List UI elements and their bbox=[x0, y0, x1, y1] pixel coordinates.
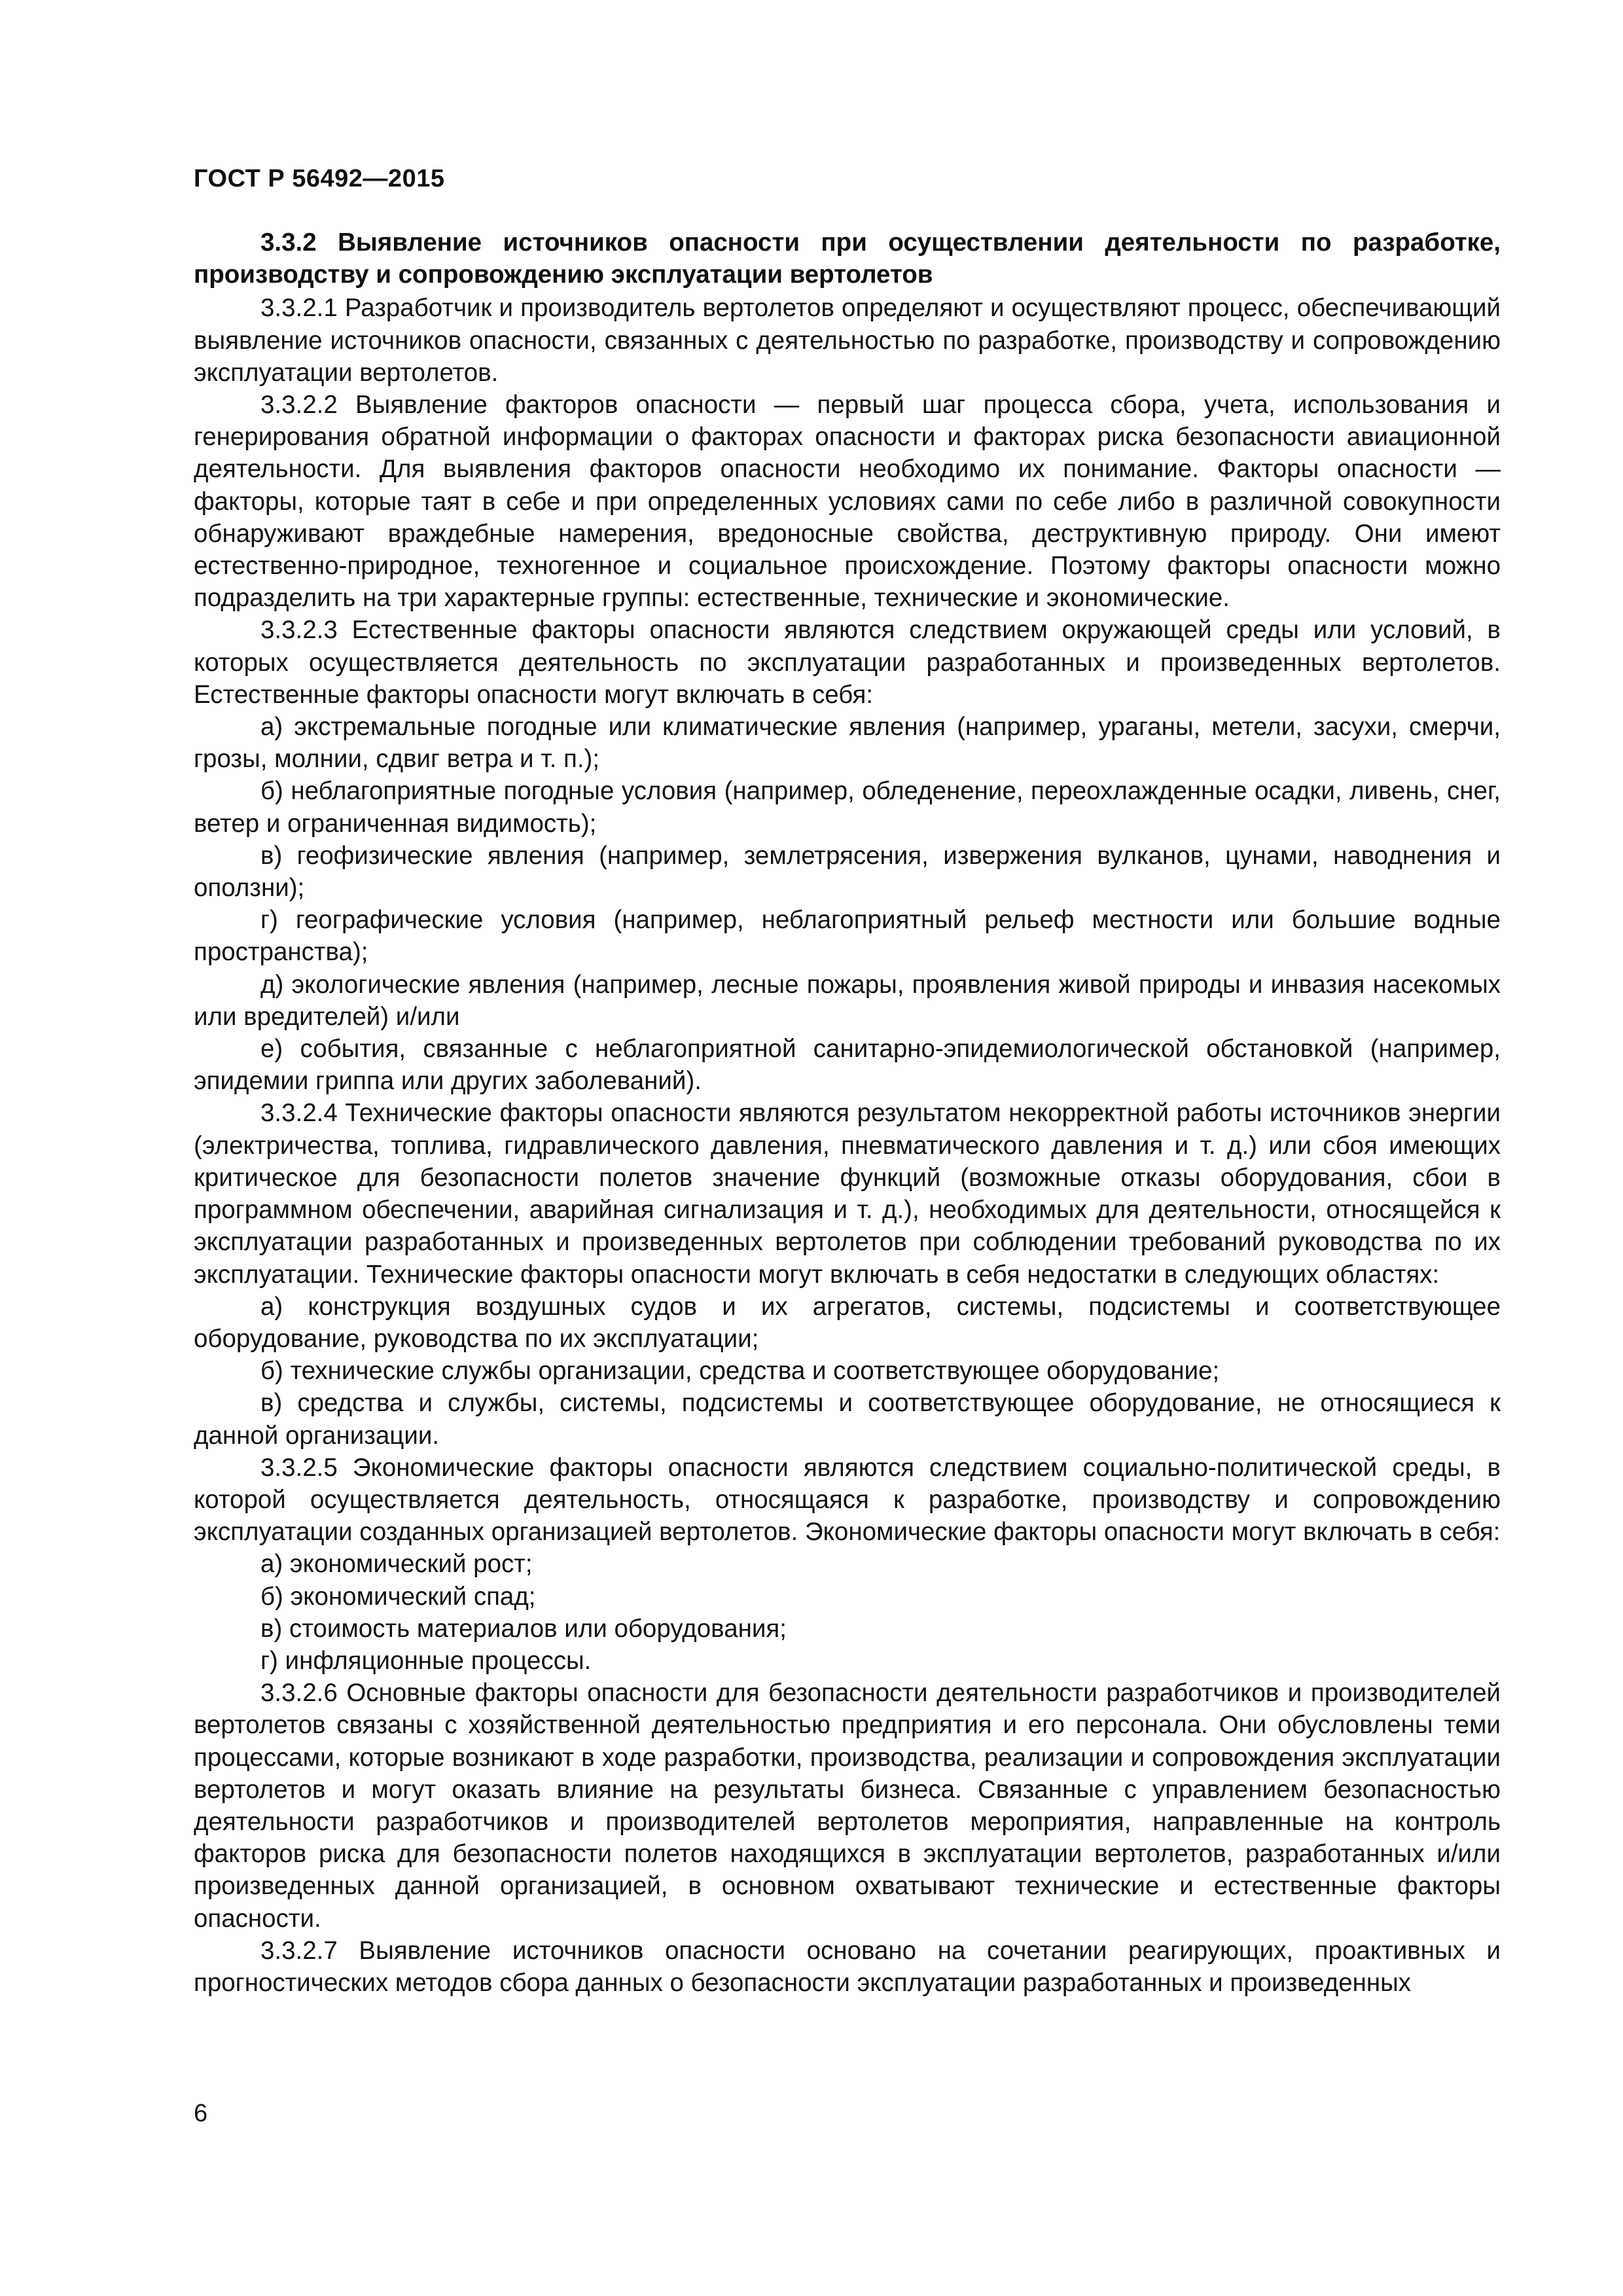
page-number: 6 bbox=[194, 2100, 208, 2127]
list-item: е) события, связанные с неблагоприятной санитарно-эпидемиологической обстановкой (например, эпидемии гриппа или других заболеваний). bbox=[194, 1035, 1501, 1096]
list-item: г) инфляционные процессы. bbox=[260, 1646, 592, 1675]
list-item: б) экономический спад; bbox=[260, 1582, 536, 1611]
paragraph: 3.3.2.7 Выявление источников опасности основано на сочетании реагирующих, проактивных и прогностических методов сбора данных о безопасности эксплуатации разработанных и произведенных bbox=[194, 1936, 1501, 1997]
section-heading: 3.3.2 Выявление источников опасности при осуществлении деятельности по разработке, производству и сопровождению эксплуатации вертолетов bbox=[194, 228, 1501, 289]
list-item: б) неблагоприятные погодные условия (например, обледенение, переохлажденные осадки, ливень, снег, ветер и ограниченная видимость); bbox=[194, 777, 1501, 838]
paragraph: 3.3.2.6 Основные факторы опасности для безопасности деятельности разработчиков и производителей вертолетов связаны с хозяйственной деятельностью предприятия и его персонала. Они обусловлены теми процессами, которые возникают в ходе разработки, производства, реализации и сопровождения эксплуатации вертолетов и могут оказать влияние на результаты бизнеса. Связанные с управлением безопасностью деятельности разработчиков и производителей вертолетов мероприятия, направленные на контроль факторов риска для безопасности полетов находящихся в эксплуатации вертолетов, разработанных и/или произведенных данной организацией, в основном охватывают технические и естественные факторы опасности. bbox=[194, 1679, 1501, 1933]
list-item: в) средства и службы, системы, подсистемы и соответствующее оборудование, не относящиеся к данной организации. bbox=[194, 1389, 1501, 1450]
document-body bbox=[194, 226, 1501, 1999]
list-item: а) конструкция воздушных судов и их агрегатов, системы, подсистемы и соответствующее оборудование, руководства по их эксплуатации; bbox=[194, 1292, 1501, 1353]
list-item: а) экстремальные погодные или климатические явления (например, ураганы, метели, засухи, смерчи, грозы, молнии, сдвиг ветра и т. п.); bbox=[194, 713, 1501, 774]
list-item: в) геофизические явления (например, землетрясения, извержения вулканов, цунами, наводнения и оползни); bbox=[194, 841, 1501, 903]
paragraph: 3.3.2.2 Выявление факторов опасности — первый шаг процесса сбора, учета, использования и генерирования обратной информации о факторах опасности и факторах риска безопасности авиационной деятельности. Для выявления факторов опасности необходимо их понимание. Факторы опасности — факторы, которые таят в себе и при определенных условиях сами по себе либо в различной совокупности обнаруживают враждебные намерения, вредоносные свойства, деструктивную природу. Они имеют естественно-природное, техногенное и социальное происхождение. Поэтому факторы опасности можно подразделить на три характерные группы: естественные, технические и экономические. bbox=[194, 391, 1501, 613]
list-item: б) технические службы организации, средства и соответствующее оборудование; bbox=[260, 1357, 1220, 1386]
list-item: а) экономический рост; bbox=[260, 1550, 533, 1579]
paragraph: 3.3.2.5 Экономические факторы опасности являются следствием социально-политической среды, в которой осуществляется деятельность, относящаяся к разработке, производству и сопровождению эксплуатации созданных организацией вертолетов. Экономические факторы опасности могут включать в себя: bbox=[194, 1453, 1501, 1547]
list-item: г) географические условия (например, неблагоприятный рельеф местности или большие водные пространства); bbox=[194, 906, 1501, 967]
paragraph: 3.3.2.3 Естественные факторы опасности являются следствием окружающей среды или условий, в которых осуществляется деятельность по эксплуатации разработанных и произведенных вертолетов. Естественные факторы опасности могут включать в себя: bbox=[194, 616, 1501, 709]
paragraph: 3.3.2.1 Разработчик и производитель вертолетов определяют и осуществляют процесс, обеспечивающий выявление источников опасности, связанных с деятельностью по разработке, производству и сопровождению эксплуатации вертолетов. bbox=[194, 294, 1501, 387]
list-item: д) экологические явления (например, лесные пожары, проявления живой природы и инвазия насекомых или вредителей) и/или bbox=[194, 970, 1501, 1031]
paragraph: 3.3.2.4 Технические факторы опасности являются результатом некорректной работы источников энергии (электричества, топлива, гидравлического давления, пневматического давления и т. д.) или сбоя имеющих критическое для безопасности полетов значение функций (возможные отказы оборудования, сбои в программном обеспечении, аварийная сигнализация и т. д.), необходимых для деятельности, относящейся к эксплуатации разработанных и произведенных вертолетов при соблюдении требований руководства по их эксплуатации. Технические факторы опасности могут включать в себя недостатки в следующих областях: bbox=[194, 1099, 1501, 1289]
document-header: ГОСТ Р 56492—2015 bbox=[194, 165, 445, 192]
list-item: в) стоимость материалов или оборудования; bbox=[260, 1614, 787, 1643]
